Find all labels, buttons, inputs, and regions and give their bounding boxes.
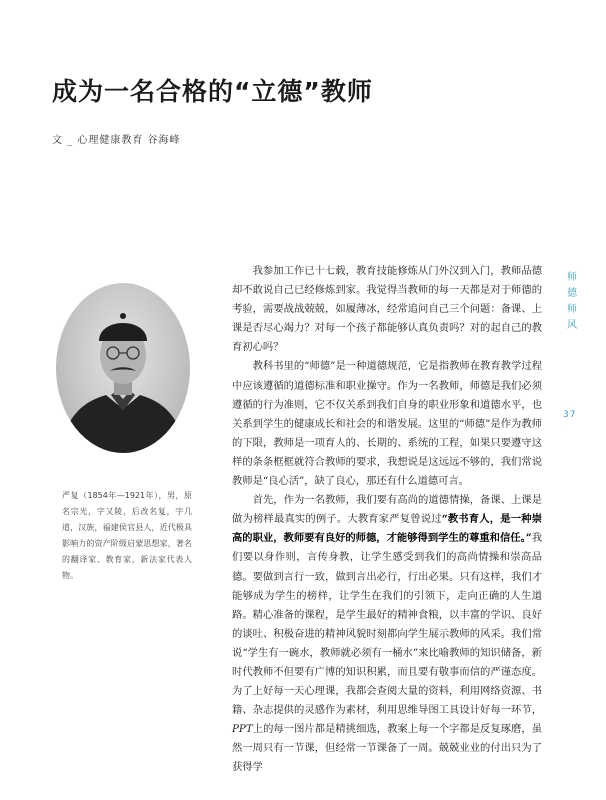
- section-label: [565, 270, 579, 334]
- body-paragraph: 我参加工作已十七载，教育技能修炼从门外汉到入门，教师品德却不敢说自己已经修炼到家。我觉得当教师的每一天都是对于师德的考验，需要战战兢兢，如履薄冰，经常追问自己三个问题：备课、上课是否尽心竭力？对每一个孩子都能够认真负责吗？对的起自己的教育初心吗？: [232, 265, 542, 354]
- section-label-char: 师: [567, 304, 577, 315]
- paragraph-text: 首先，作为一名教师，我们要有高尚的道德情操，备课、上课是做为榜样最真实的例子。大教育家严复曾说过: [232, 494, 542, 526]
- section-label-char: 师: [567, 272, 577, 283]
- paragraph-text: 上的每一图片都是精挑细选，教案上每一个字都是反复琢磨，虽然一周只有一节课，但经常一节课备了一周。兢兢业业的付出只为了获得学: [232, 723, 542, 774]
- section-label-char: 风: [567, 320, 577, 331]
- photo-caption: 严复（1854年—1921年），男，原名宗光，字又陵，后改名复，字几道，汉族，福建侯官县人，近代极具影响力的资产阶级启蒙思想家，著名的翻译家、教育家，新法家代表人物。: [62, 491, 192, 580]
- article-title: 成为一名合格的“立德”教师: [52, 77, 373, 106]
- quote-bold: “教书育人，是一种崇高的职业，教师要有良好的师德，才能够得到学生的尊重和信任。”: [232, 513, 542, 545]
- portrait-photo: [56, 283, 190, 453]
- section-label-char: 德: [567, 288, 577, 299]
- paragraph-text: 我们要以身作则，言传身教，让学生感受到我们的高尚情操和崇高品德。要做到言行一致，做到言出必行，行出必果。只有这样，我们才能够成为学生的榜样，让学生在我们的引领下，走向正确的人生道路。精心准备的课程，是学生最好的精神食粮，以丰富的学识、良好的谈吐、积极奋进的精神风貌时刻都向学生展示教师的风采。我们常说“学生有一碗水，教师就必须有一桶水”来比喻教师的知识储备，新时代教师不但要有广博的知识积累，而且要有敬事而信的严谨态度。为了上好每一天心理课，我都会查阅大量的资料，利用网络资源、书籍、杂志提供的灵感作为素材，利用思维导图工具设计好每一环节，: [232, 532, 542, 717]
- page-number: 37: [563, 410, 577, 420]
- body-paragraph: 教科书里的“师德”是一种道德规范，它是指教师在教育教学过程中应该遵循的道德标准和职业操守。作为一名教师，师德是我们必须遵循的行为准则，它不仅关系到我们自身的职业形象和道德水平，也关系到学生的健康成长和社会的和谐发展。这里的“师德”是作为教师的下限，教师是一项育人的、长期的、系统的工程，如果只要遵守这样的条条框框就符合教师的要求，我想说是这远远不够的，我们常说教师是“良心活”，缺了良心，那还有什么道德可言。: [232, 360, 542, 488]
- body-paragraph: [232, 491, 542, 777]
- article-body: [232, 262, 542, 778]
- ppt-term: PPT: [232, 723, 253, 736]
- article-byline: 文 _ 心理健康教育 谷海峰: [52, 135, 181, 146]
